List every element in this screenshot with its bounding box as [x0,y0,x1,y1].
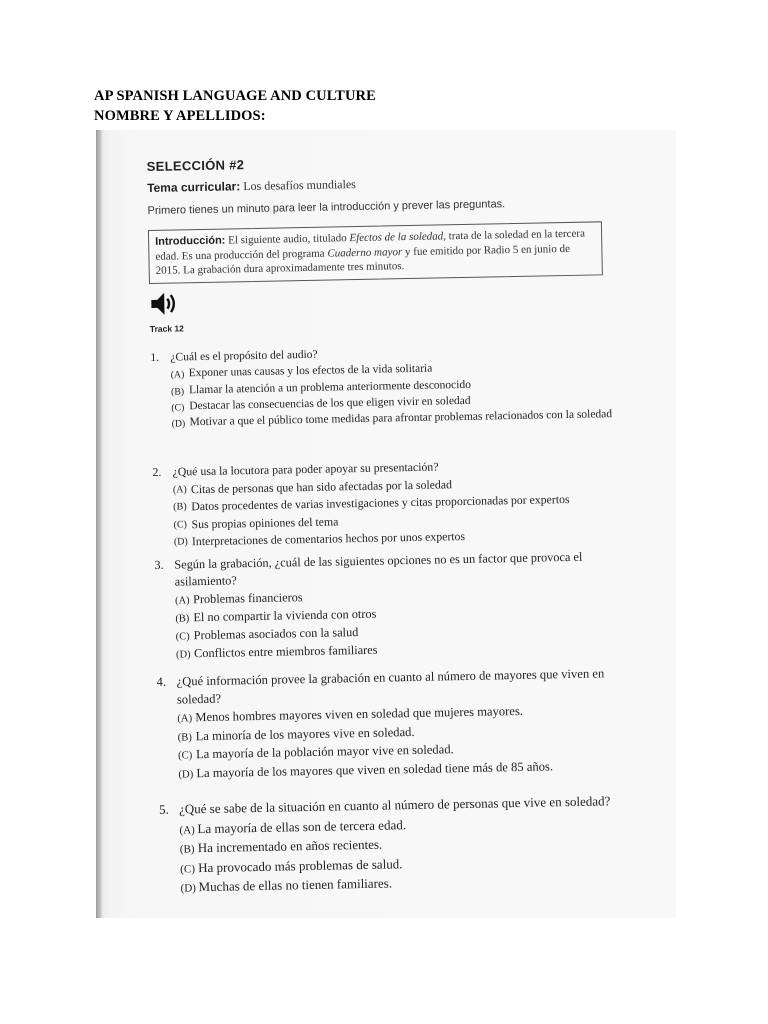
option-text: Exponer unas causas y los efectos de la vida solitaria [188,362,433,380]
name-field-label: NOMBRE Y APELLIDOS: [94,108,266,124]
introduction-text-3: y fue emitido por Radio 5 en junio de 2015. La grabación dura aproximadamente tres minutos. [155,242,571,277]
option-letter: (B) [177,731,193,744]
instruction-text: Primero tienes un minuto para leer la introducción y prever las preguntas. [147,198,506,218]
answer-options [173,472,624,551]
option-letter: (A) [179,823,195,837]
question-text: ¿Qué usa la locutora para poder apoyar su presentación? [172,459,439,479]
document-header [94,86,376,126]
speaker-icon[interactable] [149,288,180,319]
option-text: Muchas de ellas no tienen familiares. [198,875,393,895]
answer-options [171,358,622,432]
option-text: La mayoría de ellas son de tercera edad. [197,816,407,836]
option-text: Citas de personas que han sido afectadas por la soledad [190,476,453,496]
question-number: 3. [154,557,164,572]
option-text: La mayoría de la población mayor vive en soledad. [195,742,454,762]
option-text: La minoría de los mayores vive en soledad. [195,724,415,743]
answer-options [175,583,626,664]
option-text: El no compartir la vivienda con otros [193,606,377,625]
option-text: Problemas financieros [192,590,303,607]
option-letter: (D) [178,768,194,781]
option-text: Conflictos entre miembros familiares [193,642,378,661]
curricular-theme [147,177,356,196]
option-text: La mayoría de los mayores que viven en soledad tiene más de 85 años. [196,759,554,781]
introduction-text-2: trata de la soledad en la tercera edad. Es una producción del programa [155,227,586,263]
option-text: Sus propias opiniones del tema [191,513,339,531]
option-text: Interpretaciones de comentarios hechos por unos expertos [191,528,466,549]
answer-options [179,811,630,898]
question-4 [156,665,628,785]
question-number: 2. [152,464,162,479]
question-3 [154,548,626,664]
selection-title: SELECCIÓN #2 [146,157,245,175]
option-text: Llamar la atención a un problema anteriormente desconocido [188,378,472,396]
introduction-text-1: El siguiente audio, titulado [228,232,347,247]
option-text: Motivar a que el público tome medidas para afrontar problemas relacionados con la soledad [189,408,613,429]
option-letter: (B) [175,613,190,625]
option-letter: (A) [172,483,187,496]
option-letter: (D) [171,418,186,430]
option-letter: (C) [180,862,196,876]
question-text: ¿Qué se sabe de la situación en cuanto al número de personas que vive en soledad? [178,793,611,817]
question-5 [159,792,631,899]
question-text: ¿Qué información provee la grabación en cuanto al número de mayores que viven en soledad? [176,666,605,707]
question-1 [150,342,621,432]
option-letter: (B) [179,843,195,856]
curricular-theme-label: Tema curricular: [146,179,241,196]
option-letter: (A) [177,712,193,725]
introduction-label: Introducción: [155,234,226,248]
option-letter: (B) [170,385,185,398]
scanned-page [96,130,676,918]
program-name: Cuaderno mayor [327,245,403,260]
question-number: 5. [158,801,169,817]
option-letter: (C) [177,749,193,762]
curricular-theme-value: Los desafíos mundiales [243,177,357,194]
option-text: Ha provocado más problemas de salud. [198,855,403,875]
question-text: Según la grabación, ¿cuál de las siguientes opciones no es un factor que provoca el asilamiento? [174,549,583,589]
option-letter: (D) [180,882,197,895]
answer-options [177,701,628,784]
option-text: Destacar las consecuencias de los que eligen vivir en soledad [189,394,471,413]
option-letter: (A) [174,595,190,607]
option-letter: (D) [173,536,188,548]
question-text: ¿Cuál es el propósito del audio? [170,348,318,364]
option-letter: (D) [175,649,191,661]
track-label: Track 12 [149,323,184,335]
option-letter: (A) [170,369,185,381]
option-text: Problemas asociados con la salud [193,625,359,643]
option-letter: (C) [171,402,185,414]
option-letter: (B) [173,501,187,513]
question-2 [152,455,624,552]
question-number: 1. [150,351,160,364]
question-number: 4. [156,674,167,689]
option-letter: (C) [175,631,190,643]
course-title: AP SPANISH LANGUAGE AND CULTURE [94,88,376,104]
option-text: Menos hombres mayores viven en soledad que mujeres mayores. [195,704,524,725]
audio-title: Efectos de la soledad, [349,230,447,245]
option-text: Ha incrementado en años recientes. [197,836,383,856]
option-text: Datos procedentes de varias investigaciones y citas proporcionadas por expertos [191,491,570,514]
option-letter: (C) [173,518,188,531]
introduction-box [148,221,603,283]
scanned-content [96,130,676,918]
